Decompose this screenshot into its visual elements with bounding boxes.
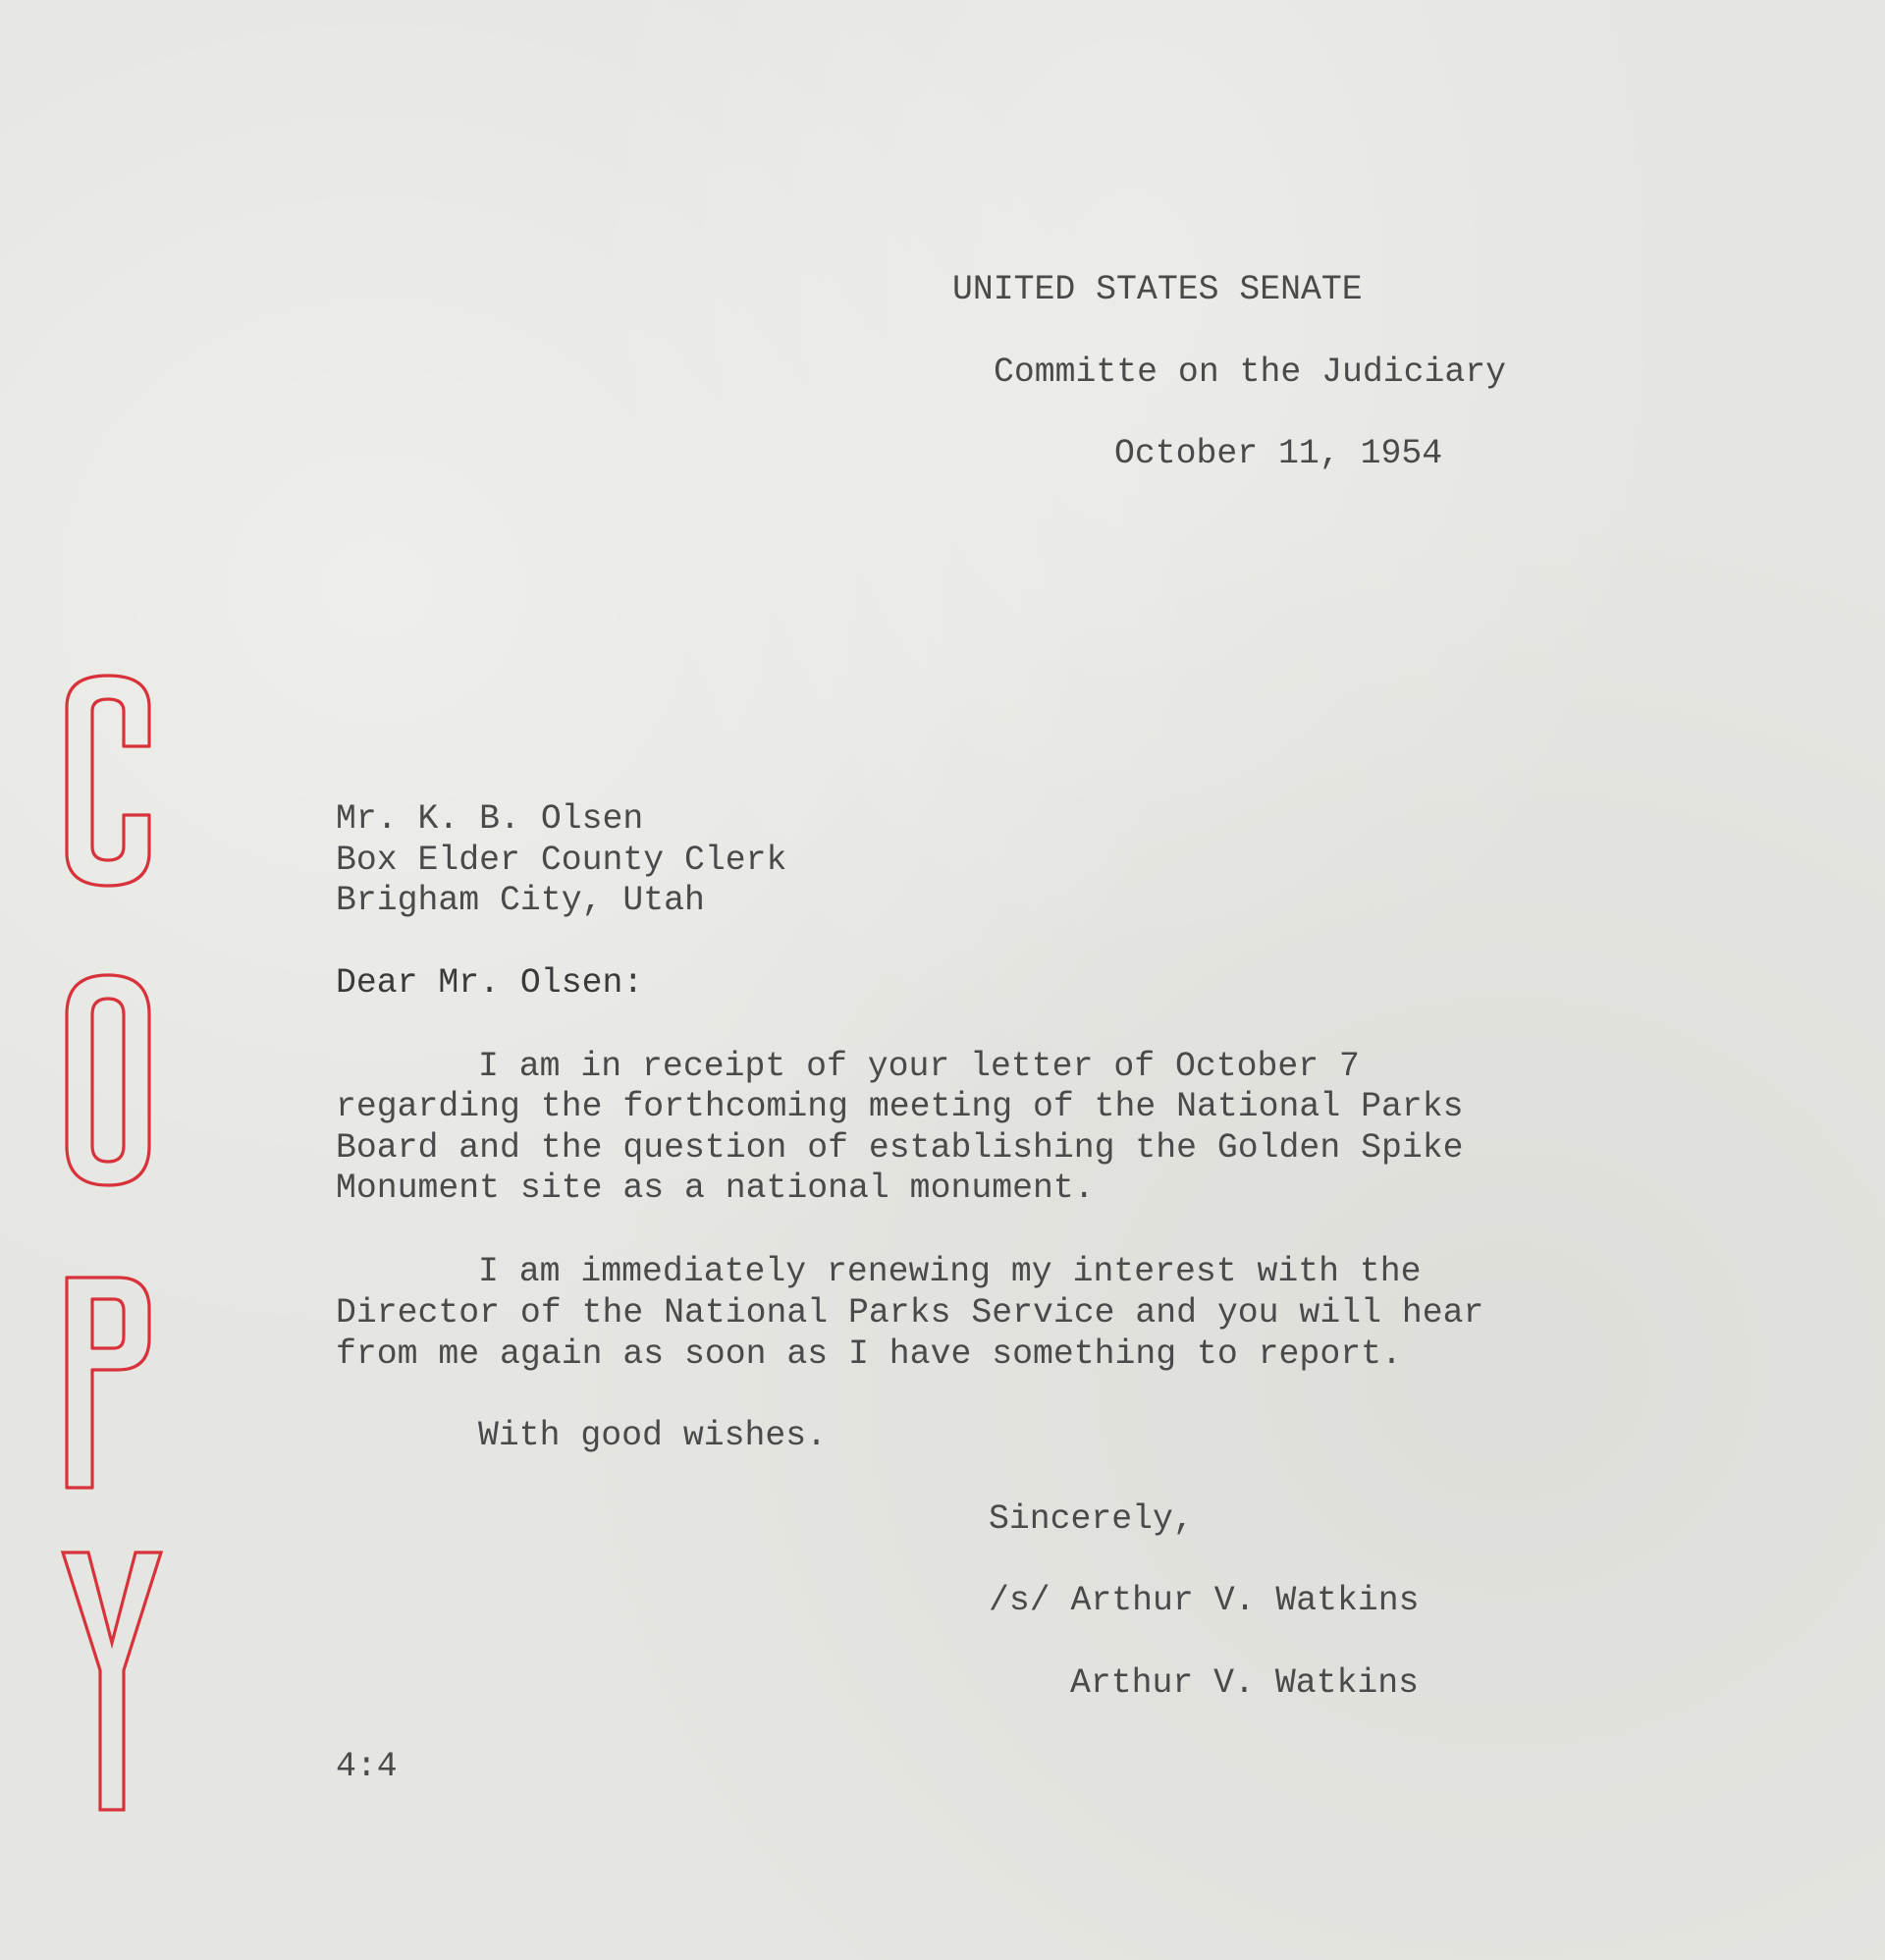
typed-name: Arthur V. Watkins [1070,1664,1419,1703]
paragraph-2-line-1: I am immediately renewing my interest with the [478,1253,1422,1291]
copy-stamp-letter-p-icon [59,1270,167,1496]
paragraph-1-line-1: I am in receipt of your letter of October 7 [478,1048,1360,1086]
recipient-name: Mr. K. B. Olsen [336,800,644,839]
paragraph-1-line-4: Monument site as a national monument. [336,1170,1095,1208]
copy-stamp [59,668,167,1826]
copy-stamp-letter-c-icon [59,668,167,894]
signed-line: /s/ Arthur V. Watkins [989,1582,1420,1620]
letterhead-organization: UNITED STATES SENATE [952,271,1363,309]
copy-stamp-letter-y-icon [59,1545,167,1820]
reference-initials: 4:4 [336,1748,398,1786]
recipient-title: Box Elder County Clerk [336,842,787,880]
closing-remark: With good wishes. [478,1417,827,1455]
valediction: Sincerely, [989,1500,1194,1539]
salutation: Dear Mr. Olsen: [336,964,644,1003]
paragraph-2-line-2: Director of the National Parks Service and you will hear [336,1294,1484,1333]
letterhead-committee: Committe on the Judiciary [994,354,1507,392]
paragraph-1-line-3: Board and the question of establishing the Golden Spike [336,1129,1464,1168]
copy-stamp-letter-o-icon [59,967,167,1193]
paragraph-2-line-3: from me again as soon as I have something to report. [336,1335,1402,1374]
recipient-location: Brigham City, Utah [336,882,705,920]
letter-date: October 11, 1954 [1114,435,1443,473]
paragraph-1-line-2: regarding the forthcoming meeting of the National Parks [336,1088,1464,1126]
